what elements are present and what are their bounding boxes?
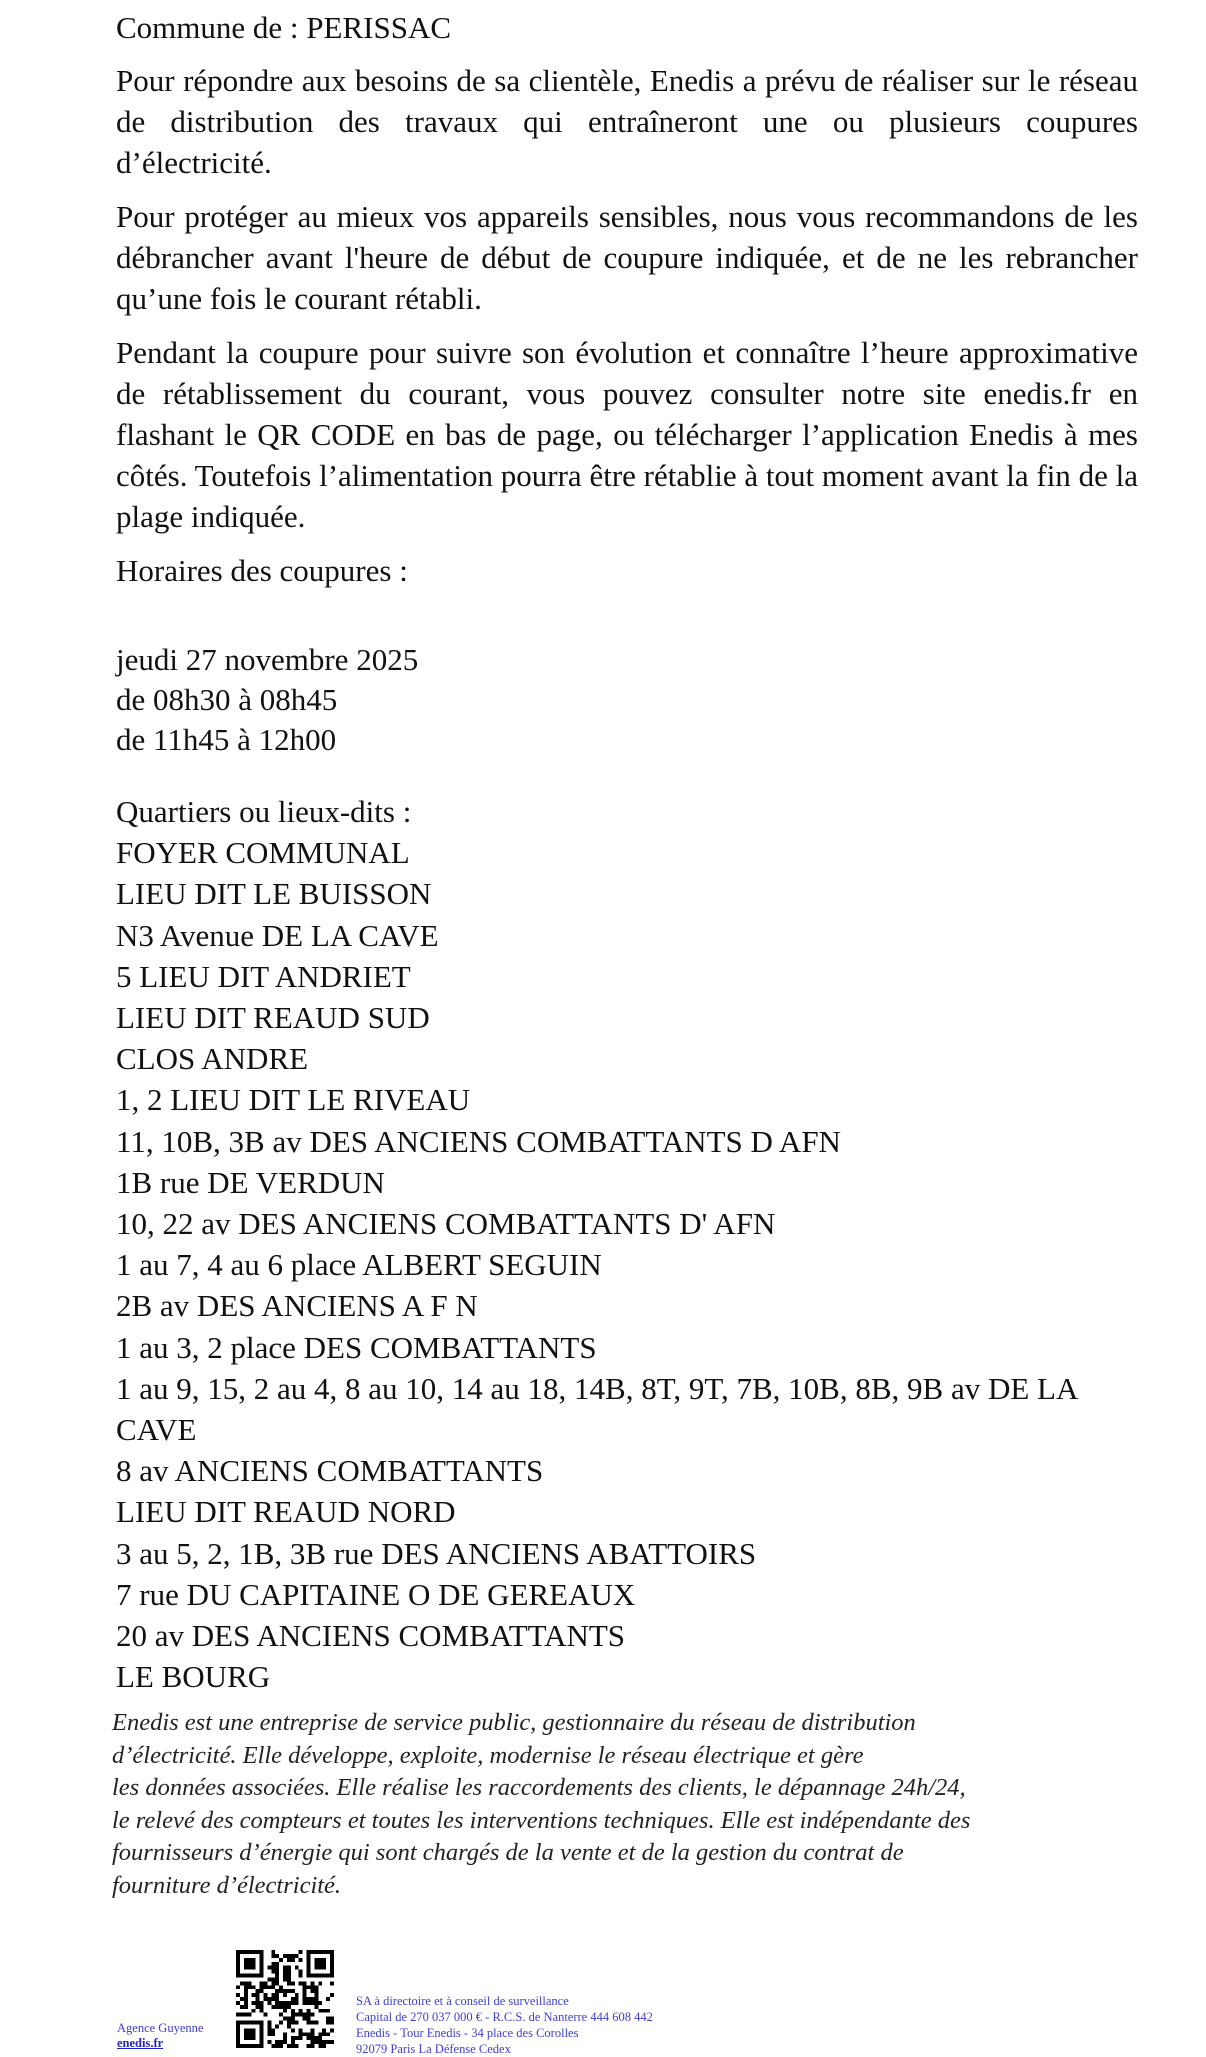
list-item: 1B rue DE VERDUN [116,1164,385,1200]
list-item: 3 au 5, 2, 1B, 3B rue DES ANCIENS ABATTOIRS [116,1535,757,1571]
list-item: 5 LIEU DIT ANDRIET [116,958,411,994]
paragraph-follow-outage: Pendant la coupure pour suivre son évolution et connaître l’heure approximative de rétablissement du courant, vous pouvez consulter notre site enedis.fr en flashant le QR CODE en bas de page, ou télécharger l’application Enedis à mes côtés. Toutefois l’alimentation pourra être rétablie à tout moment avant la fin de la plage indiquée. [116,335,1138,534]
list-item: FOYER COMMUNAL [116,835,410,871]
list-item: 1 au 9, 15, 2 au 4, 8 au 10, 14 au 18, 14B, 8T, 9T, 7B, 10B, 8B, 9B av DE LA CAVE [116,1370,1077,1448]
agency-name: Agence Guyenne [117,2021,204,2035]
list-item: LE BOURG [116,1659,271,1695]
agency-block [117,2021,203,2051]
paragraph-intro: Pour répondre aux besoins de sa clientèle, Enedis a prévu de réaliser sur le réseau de distribution des travaux qui entraîneront une ou plusieurs coupures d’électricité. [116,63,1138,180]
schedule-date: jeudi 27 novembre 2025 [116,642,419,677]
list-item: 7 rue DU CAPITAINE O DE GEREAUX [116,1576,636,1612]
description-line: d’électricité. Elle développe, exploite, modernise le réseau électrique et gère [112,1741,864,1769]
list-item: 1 au 3, 2 place DES COMBATTANTS [116,1329,597,1365]
description-line: les données associées. Elle réalise les raccordements des clients, le dépannage 24h/24, [112,1774,966,1801]
horaires-title: Horaires des coupures : [116,553,408,588]
description-line: fourniture d’électricité. [112,1871,342,1899]
schedule-slot: de 08h30 à 08h45 [116,682,338,717]
legal-info [356,1993,653,2057]
list-item: 11, 10B, 3B av DES ANCIENS COMBATTANTS D AFN [116,1123,841,1159]
legal-line: Capital de 270 037 000 € - R.C.S. de Nanterre 444 608 442 [356,2010,653,2024]
list-item: 10, 22 av DES ANCIENS COMBATTANTS D' AFN [116,1206,776,1242]
list-item: 1 au 7, 4 au 6 place ALBERT SEGUIN [116,1247,602,1283]
enedis-description [112,1707,1142,1902]
legal-line: Enedis - Tour Enedis - 34 place des Corolles [356,2026,579,2040]
qr-code-icon[interactable] [236,1950,334,2048]
list-item: 1, 2 LIEU DIT LE RIVEAU [116,1082,471,1118]
list-item: N3 Avenue DE LA CAVE [116,917,439,953]
list-item: LIEU DIT REAUD NORD [116,1494,456,1530]
schedule-block [116,640,418,760]
list-item: LIEU DIT REAUD SUD [116,1000,430,1036]
description-line: fournisseurs d’énergie qui sont chargés de la vente et de la gestion du contrat de [112,1839,904,1866]
list-item: 20 av DES ANCIENS COMBATTANTS [116,1618,626,1654]
list-item: CLOS ANDRE [116,1041,309,1077]
list-item: 2B av DES ANCIENS A F N [116,1288,478,1324]
list-item: 8 av ANCIENS COMBATTANTS [116,1453,544,1489]
list-item: LIEU DIT LE BUISSON [116,876,432,912]
quartiers-title: Quartiers ou lieux-dits : [116,794,412,829]
commune-title: Commune de : PERISSAC [116,10,452,45]
description-line: le relevé des compteurs et toutes les interventions techniques. Elle est indépendante des [112,1806,971,1834]
enedis-link[interactable]: enedis.fr [117,2036,164,2050]
schedule-slot: de 11h45 à 12h00 [116,722,337,757]
legal-line: SA à directoire et à conseil de surveillance [356,1994,569,2008]
description-line: Enedis est une entreprise de service public, gestionnaire du réseau de distribution [112,1709,916,1736]
quartiers-list [116,791,1146,1697]
legal-line: 92079 Paris La Défense Cedex [356,2042,511,2056]
paragraph-protect-devices: Pour protéger au mieux vos appareils sensibles, nous vous recommandons de les débrancher avant l'heure de début de coupure indiquée, et de ne les rebrancher qu’une fois le courant rétabli. [116,199,1138,316]
